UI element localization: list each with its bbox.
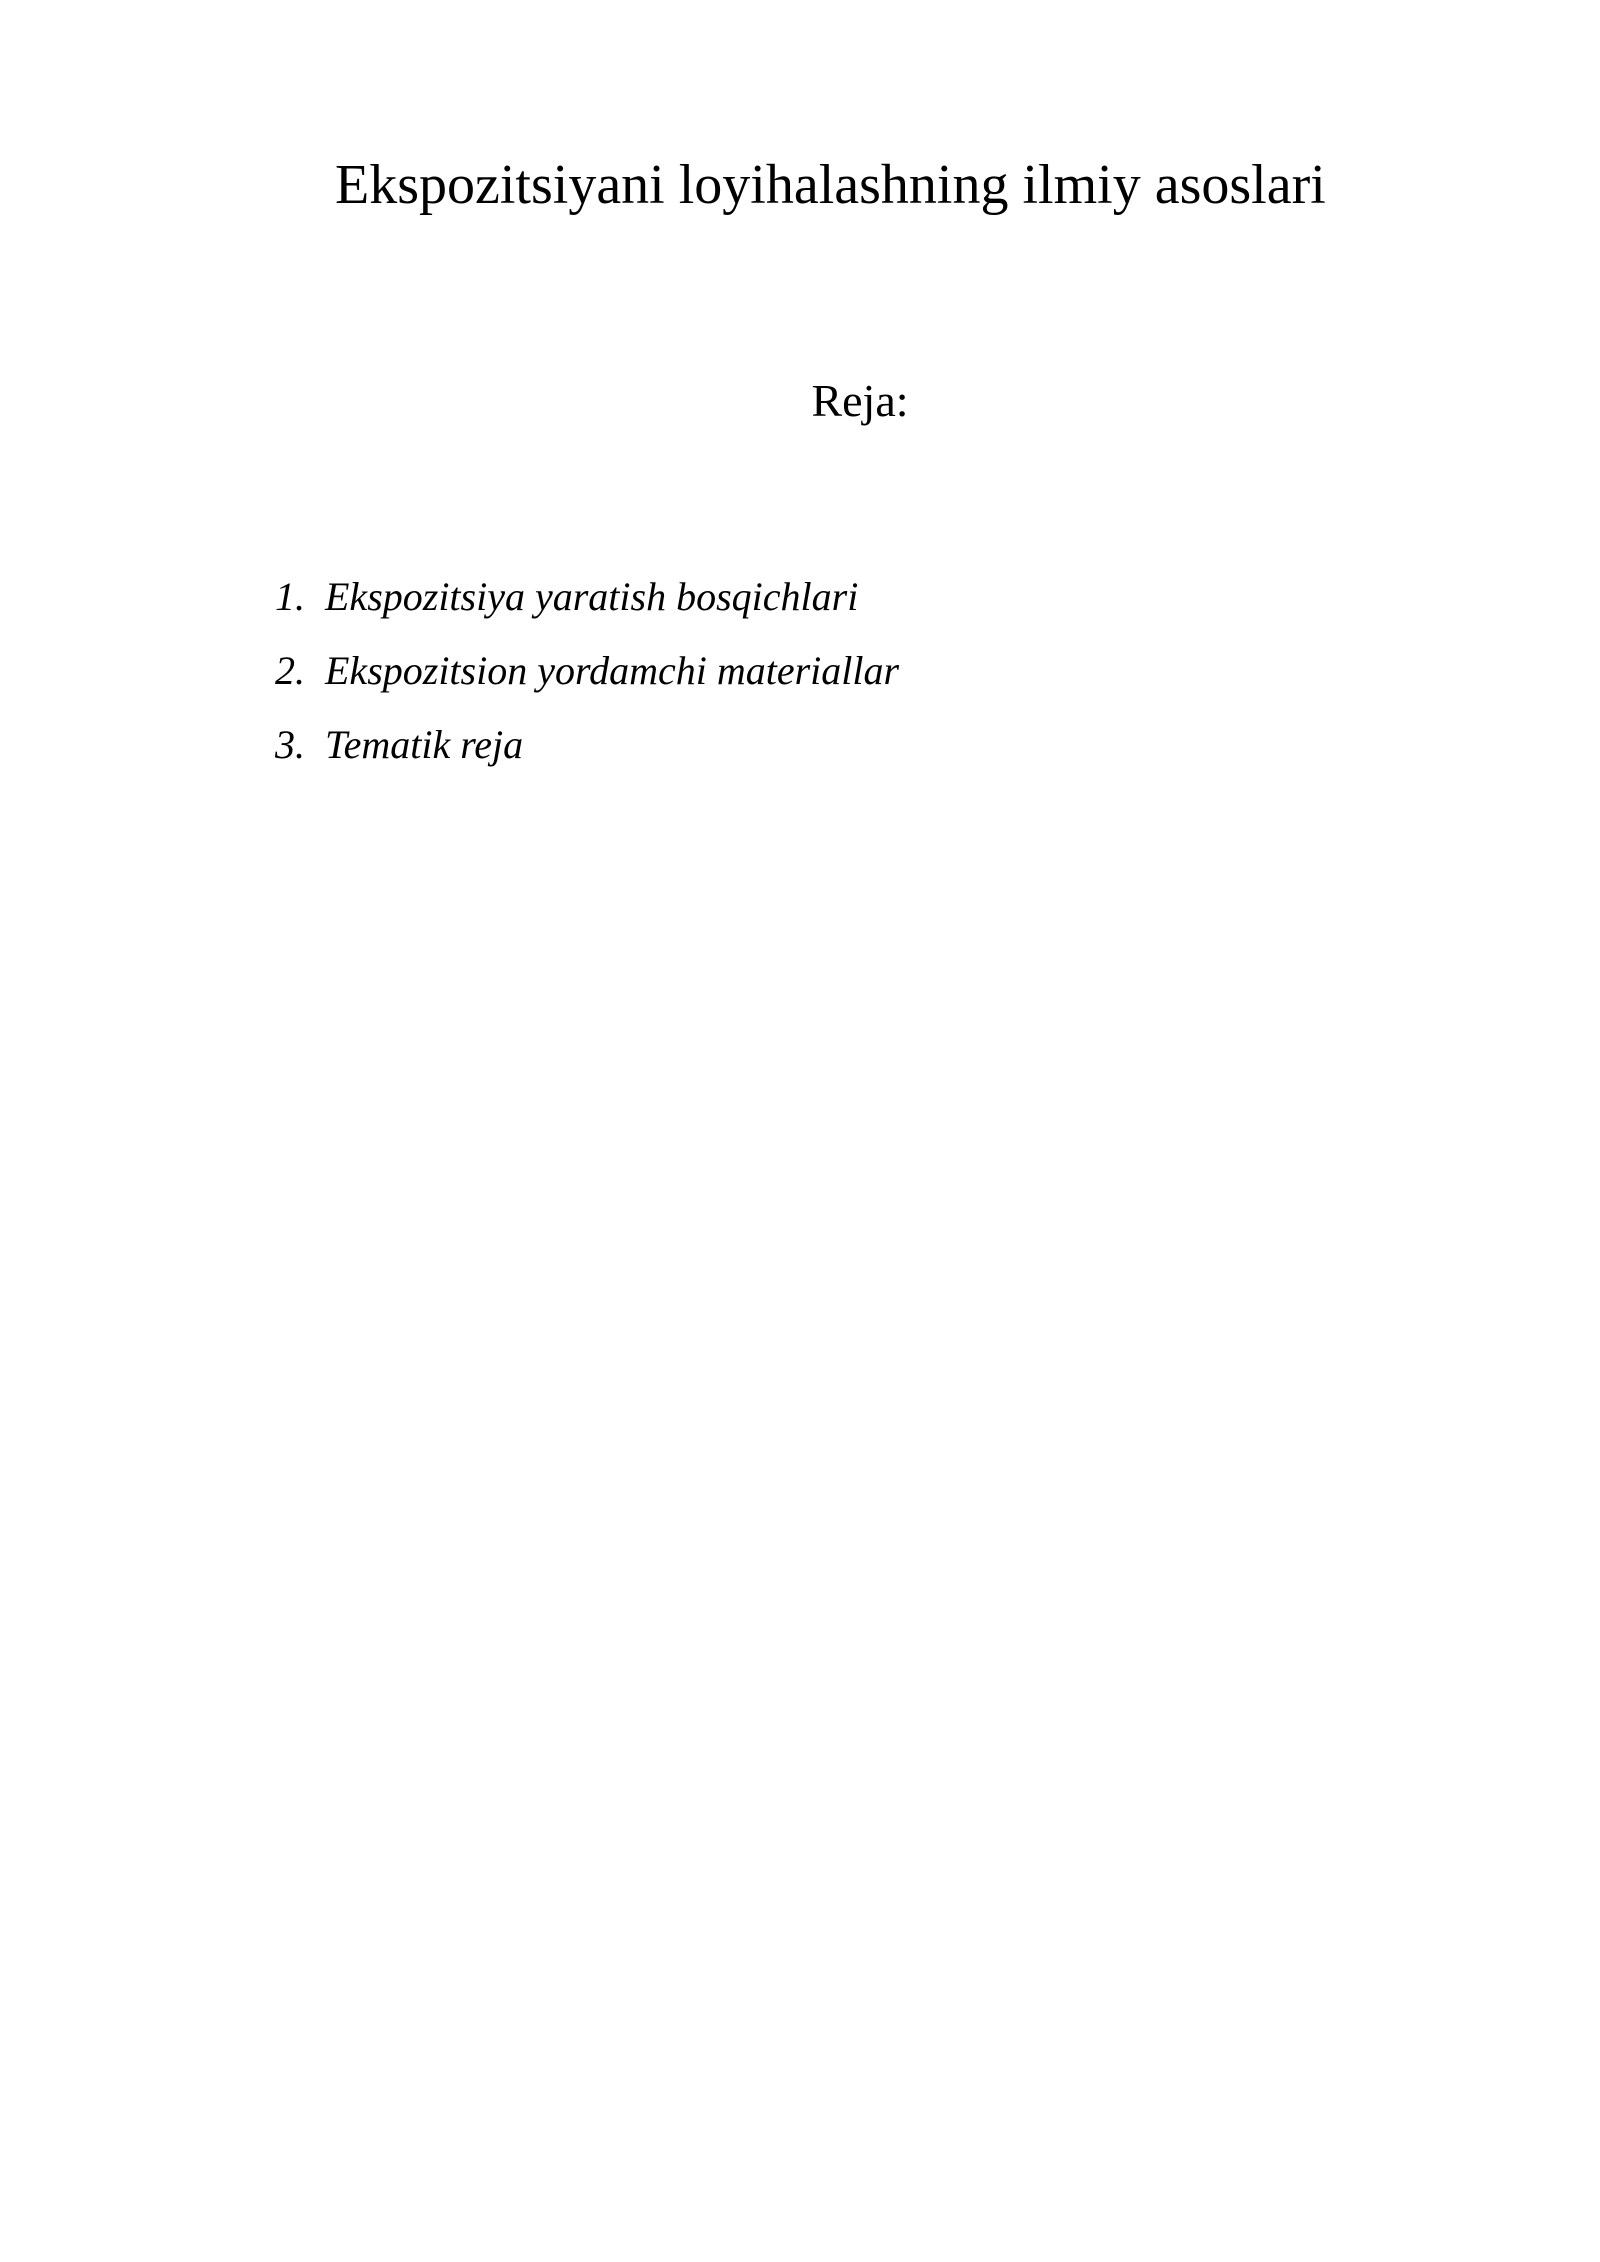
- list-item: [275, 560, 899, 634]
- plan-heading: Reja:: [811, 375, 909, 426]
- list-item-text: Tematik reja: [325, 722, 524, 767]
- list-item-number: 2.: [275, 648, 305, 693]
- plan-list: [275, 560, 899, 782]
- list-item-text: Ekspozitsiya yaratish bosqichlari: [325, 574, 859, 619]
- list-item: [275, 634, 899, 708]
- list-item-text: Ekspozitsion yordamchi materiallar: [325, 648, 900, 693]
- list-item-number: 1.: [275, 574, 305, 619]
- list-item: [275, 708, 899, 782]
- list-item-number: 3.: [275, 722, 305, 767]
- document-title: Ekspozitsiyani loyihalashning ilmiy asoslari: [335, 154, 1326, 216]
